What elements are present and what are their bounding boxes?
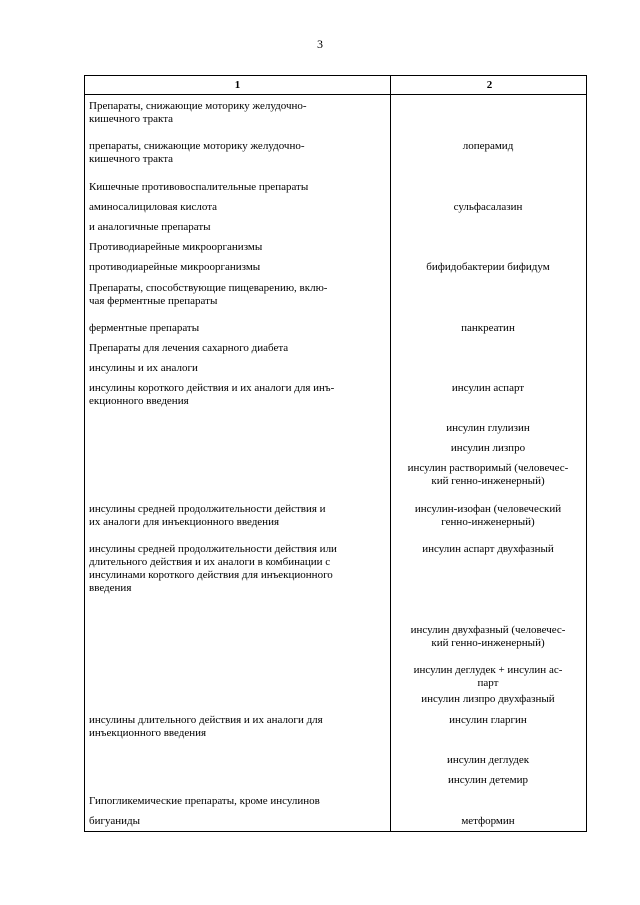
left-cell: Препараты, снижающие моторику желудочно- кишечного тракта: [89, 100, 307, 125]
left-cell: бигуаниды: [89, 815, 140, 827]
column-header-2: 2: [486, 79, 493, 91]
right-cell: инсулин лизпро двухфазный: [421, 693, 555, 705]
left-cell: и аналогичные препараты: [89, 221, 211, 233]
right-cell: бифидобактерии бифидум: [426, 261, 550, 273]
right-cell: инсулин гларгин: [449, 714, 527, 726]
column-header-1: 1: [234, 79, 241, 91]
right-cell: инсулин лизпро: [450, 442, 526, 454]
header-divider: [85, 94, 586, 95]
right-cell: инсулин деглудек: [446, 754, 530, 766]
left-cell: Препараты для лечения сахарного диабета: [89, 342, 289, 354]
left-cell: Противодиарейные микроорганизмы: [89, 241, 263, 253]
left-cell: инсулины длительного действия и их аналоги для инъекционного введения: [89, 714, 323, 739]
right-cell: инсулин двухфазный (человечес- кий генно-инженерный): [410, 624, 566, 649]
right-cell: инсулин глулизин: [446, 422, 530, 434]
right-cell: лоперамид: [462, 140, 514, 152]
right-cell: инсулин растворимый (человечес- кий генно-инженерный): [407, 462, 569, 487]
left-cell: инсулины средней продолжительности действия и их аналоги для инъекционного введения: [89, 503, 326, 528]
right-cell: сульфасалазин: [453, 201, 523, 213]
right-cell: инсулин-изофан (человеческий генно-инженерный): [414, 503, 562, 528]
right-cell: панкреатин: [461, 322, 515, 334]
right-cell: инсулин деглудек + инсулин ас- парт: [413, 664, 563, 689]
page-number: 3: [317, 37, 323, 51]
right-cell: инсулин аспарт: [451, 382, 525, 394]
left-cell: инсулины короткого действия и их аналоги для инъ- екционного введения: [89, 382, 335, 407]
left-cell: противодиарейные микроорганизмы: [89, 261, 261, 273]
left-cell: аминосалициловая кислота: [89, 201, 218, 213]
right-cell: метформин: [461, 815, 515, 827]
column-divider: [390, 76, 391, 831]
right-cell: инсулин детемир: [447, 774, 529, 786]
left-cell: ферментные препараты: [89, 322, 200, 334]
right-cell: инсулин аспарт двухфазный: [422, 543, 554, 555]
left-cell: Гипогликемические препараты, кроме инсулинов: [89, 795, 320, 807]
left-cell: Кишечные противовоспалительные препараты: [89, 181, 309, 193]
left-cell: препараты, снижающие моторику желудочно- кишечного тракта: [89, 140, 305, 165]
left-cell: Препараты, способствующие пищеварению, вклю- чая ферментные препараты: [89, 282, 328, 307]
left-cell: инсулины и их аналоги: [89, 362, 198, 374]
left-cell: инсулины средней продолжительности действия или длительного действия и их аналоги в комбинации с инсулинами короткого действия для инъекционного введения: [89, 543, 337, 594]
